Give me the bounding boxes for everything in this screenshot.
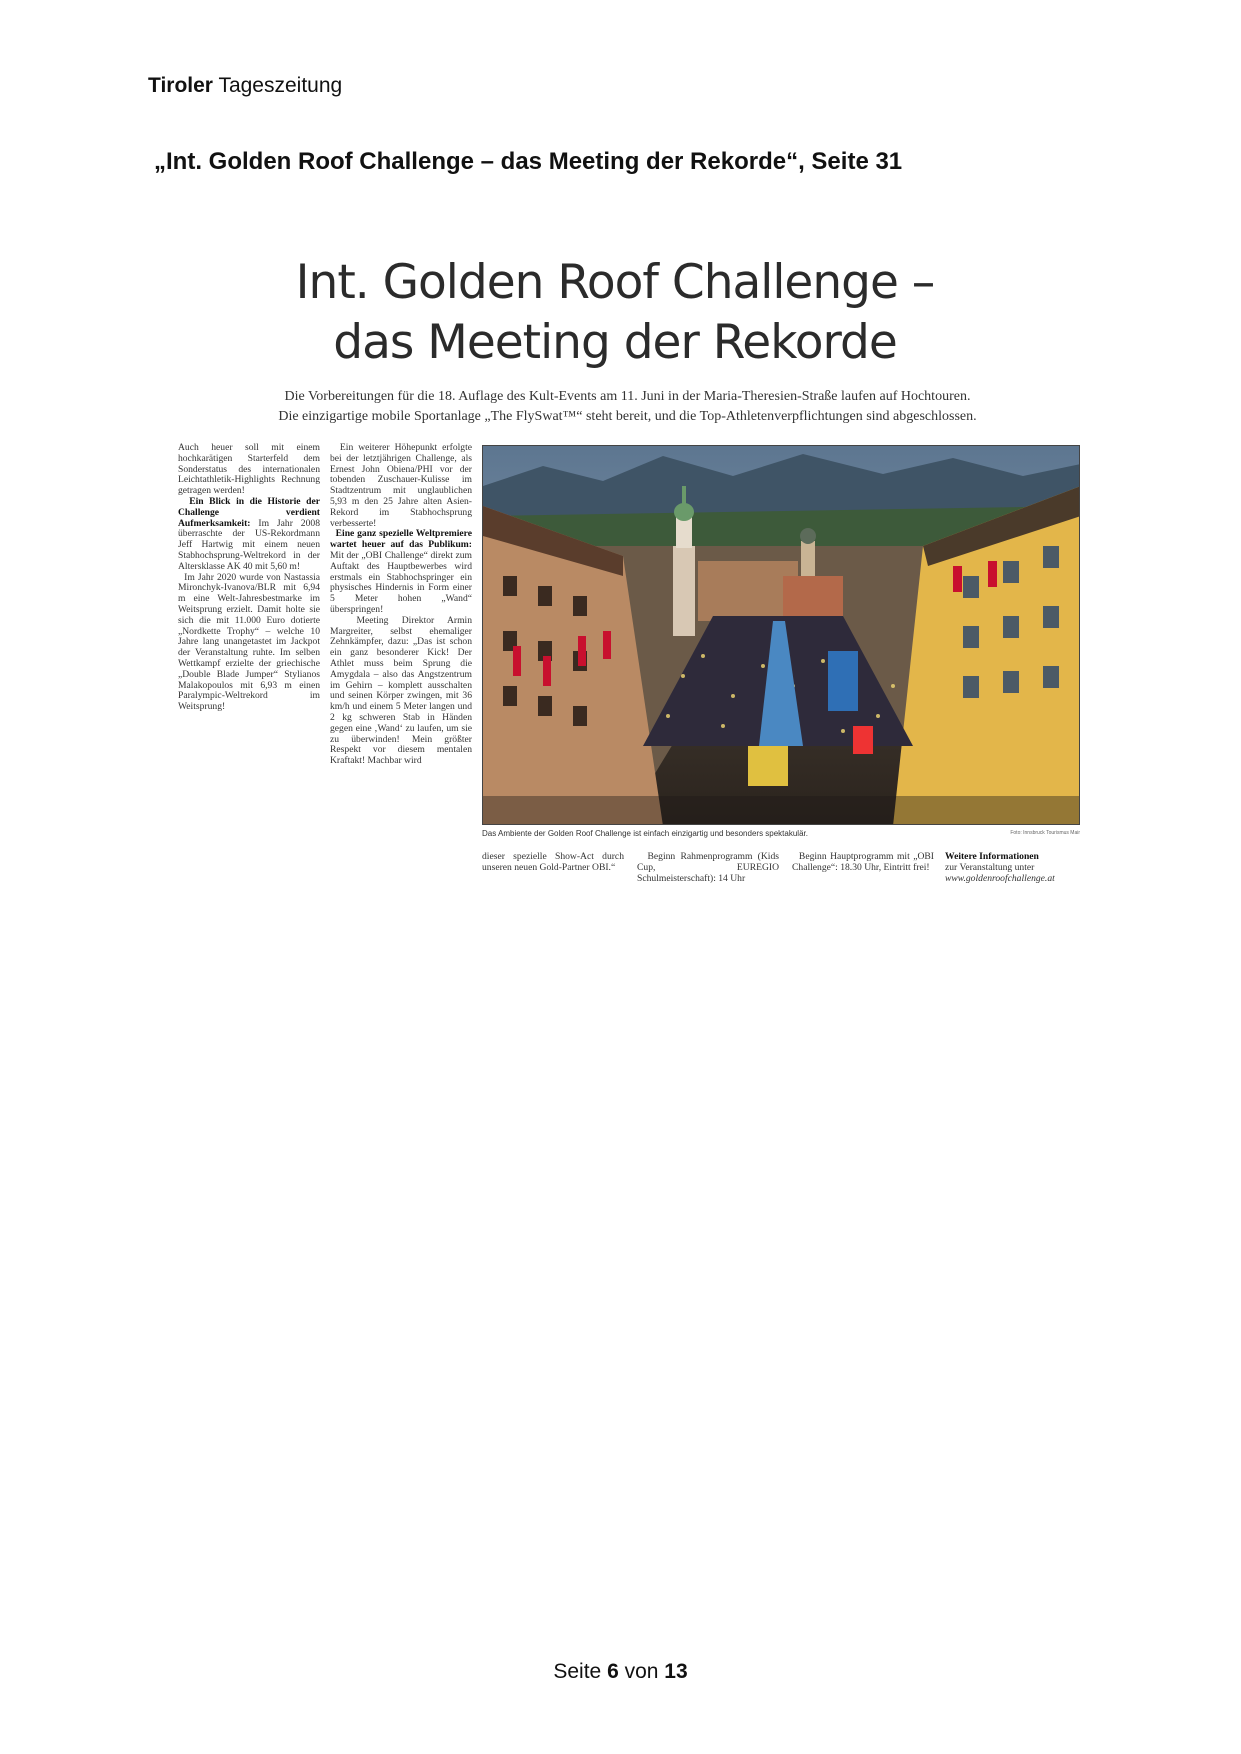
page-prefix: Seite xyxy=(553,1660,602,1683)
paragraph xyxy=(330,443,472,529)
current-page: 6 xyxy=(607,1660,619,1683)
paragraph-text: Mit der „OBI Challenge“ direkt zum Auftakt des Hauptbewerbes wird erstmals ein Stabhochspringer ein physisches Hindernis in Form einer 5 Meter hohen „Wand“ überspringen! xyxy=(330,549,472,615)
paragraph-text: Ein weiterer Höhepunkt erfolgte bei der letztjährigen Challenge, als Ernest John Obiena/PHI vor der tobenden Zuschauer-Kulisse im Stadtzentrum mit unglaublichen 5,93 m den 25 Jahre alten Asien-Rekord im Stabhochsprung verbesserte! xyxy=(330,442,473,529)
publication-name-rest: Tageszeitung xyxy=(218,74,343,97)
paragraph xyxy=(178,497,320,573)
publication-name-bold: Tiroler xyxy=(148,74,213,97)
document-title: „Int. Golden Roof Challenge – das Meeting der Rekorde“, Seite 31 xyxy=(154,148,903,175)
more-info-heading: Weitere Informationen xyxy=(945,851,1039,862)
paragraph-text: Beginn Rahmenprogramm (Kids Cup, EUREGIO Schulmeisterschaft): 14 Uhr xyxy=(637,851,779,884)
paragraph-text: Beginn Hauptprogramm mit „OBI Challenge“: 18.30 Uhr, Eintritt frei! xyxy=(792,851,934,873)
photo-credit: Foto: Innsbruck Tourismus Mair xyxy=(1010,830,1080,836)
text-column-3 xyxy=(482,852,624,874)
lead-line-2: Die einzigartige mobile Sportanlage „The FlySwat™“ steht bereit, und die Top-Athletenverpflichtungen sind abgeschlossen. xyxy=(278,409,977,424)
paragraph-text: Im Jahr 2020 wurde von Nastassia Mironchyk-Ivanova/BLR mit 6,94 m eine Welt-Jahresbestmarke im Weitsprung erzielt. Damit holte sie sich die mit 11.000 Euro dotierte „Nordkette Trophy“ – welche 10 Jahre lang unangetastet im Jackpot der Veranstaltung ruhte. Im selben Wettkampf erzielte der griechische „Double Blade Jumper“ Stylianos Malakopoulos mit 6,93 m einen Paralympic-Weltrekord im Weitsprung! xyxy=(178,571,321,713)
paragraph-text: Im Jahr 2008 überraschte der US-Rekordmann Jeff Hartwig mit einem neuen Stabhochsprung-Weltrekord in der Altersklasse AK 40 mit 5,60 m! xyxy=(178,517,320,572)
text-column-5 xyxy=(792,852,934,874)
text-column-1 xyxy=(178,443,320,713)
paragraph-bold-lead: Eine ganz spezielle Weltpremiere wartet heuer auf das Publikum: xyxy=(330,528,472,551)
paragraph xyxy=(792,852,934,874)
event-photo xyxy=(482,445,1080,825)
caption-text: Das Ambiente der Golden Roof Challenge ist einfach einzigartig und besonders spektakulär. xyxy=(482,829,808,838)
newspaper-clipping xyxy=(175,245,1080,895)
lead-line-1: Die Vorbereitungen für die 18. Auflage des Kult-Events am 11. Juni in der Maria-Theresien-Straße laufen auf Hochtouren. xyxy=(284,389,971,404)
publication-name xyxy=(148,74,342,98)
article-lead xyxy=(175,387,1080,427)
more-info-url: www.goldenroofchallenge.at xyxy=(945,872,1055,884)
page-middle: von xyxy=(624,1660,659,1683)
paragraph xyxy=(330,529,472,615)
photo-caption xyxy=(482,829,1080,838)
headline-line-2: das Meeting der Rekorde xyxy=(333,315,897,370)
text-column-2 xyxy=(330,443,472,767)
paragraph: Auch heuer soll mit einem hochkarätigen Starterfeld dem Sonderstatus des internationalen Leichtathletik-Highlights Rechnung getragen werden! xyxy=(178,442,320,497)
paragraph-bold-lead: Ein Blick in die Historie der Challenge verdient Aufmerksamkeit: xyxy=(178,495,320,529)
more-info-text: zur Veranstaltung unter xyxy=(945,861,1035,873)
text-column-4 xyxy=(637,852,779,884)
article-headline xyxy=(175,253,1055,373)
paragraph-text: Meeting Direktor Armin Margreiter, selbst ehemaliger Zehnkämpfer, dazu: „Das ist schon ein ganz besonderer Kick! Der Athlet muss beim Sprung die Amygdala – also das Angstzentrum im Gehirn – komplett ausschalten und seinen Körper zwingen, mit 36 km/h und einem 5 Meter langen und 2 kg schweren Stab in Händen gegen eine ‚Wand‘ zu laufen, um sie zu überwinden! Mein größter Respekt vor diesem mentalen Kraftakt! Machbar wird xyxy=(330,614,472,767)
paragraph: dieser spezielle Show-Act durch unseren neuen Gold-Partner OBI.“ xyxy=(482,851,624,873)
paragraph xyxy=(178,573,320,713)
street-scene-illustration xyxy=(483,446,1080,825)
headline-line-1: Int. Golden Roof Challenge – xyxy=(295,255,935,310)
paragraph xyxy=(637,852,779,884)
paragraph xyxy=(330,616,472,767)
page-number xyxy=(0,1660,1241,1684)
total-pages: 13 xyxy=(664,1660,688,1683)
text-column-6 xyxy=(945,852,1087,884)
